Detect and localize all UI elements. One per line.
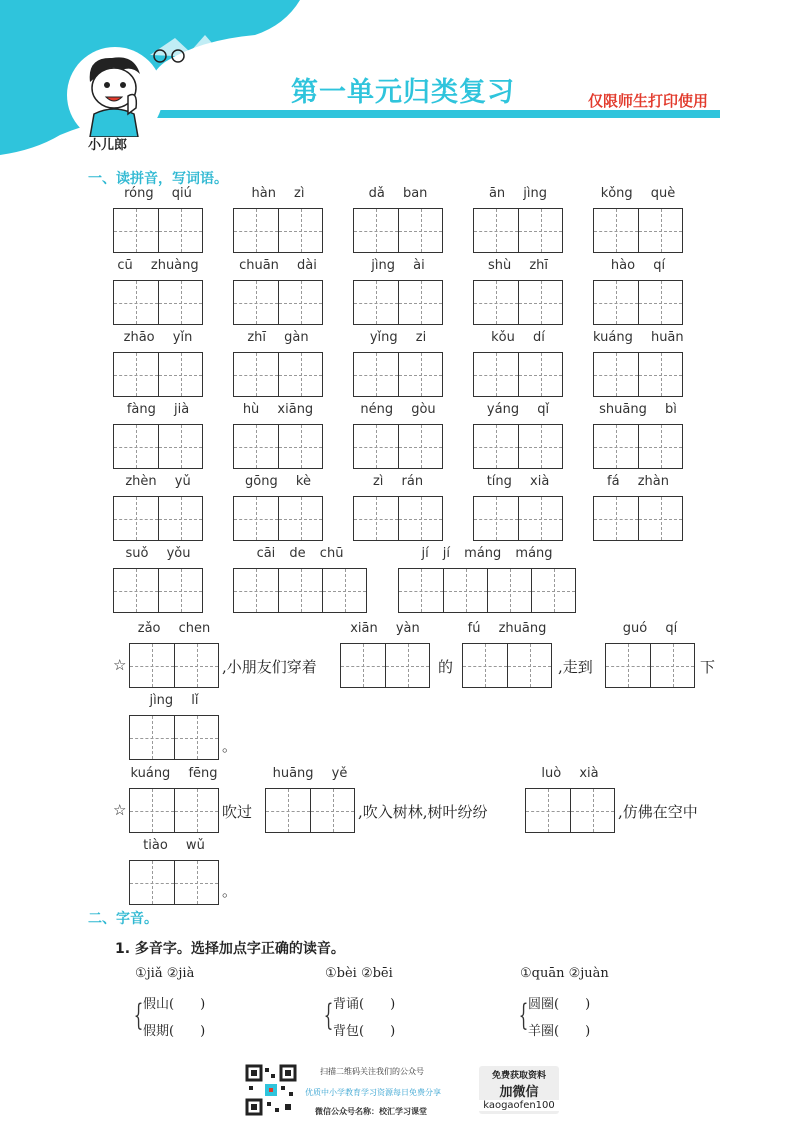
answer-grid[interactable] (473, 352, 563, 397)
answer-grid[interactable] (593, 280, 683, 325)
grid-cell[interactable] (518, 353, 562, 396)
pinyin-label: chuān dài (239, 258, 317, 273)
footer-line1: 扫描二维码关注我们的公众号 (320, 1067, 424, 1076)
grid-cell[interactable] (474, 353, 518, 396)
grid-cell[interactable] (278, 425, 322, 468)
grid-cell[interactable] (278, 209, 322, 252)
answer-grid[interactable] (353, 352, 443, 397)
wechat-ad[interactable] (479, 1066, 559, 1114)
grid-cell[interactable] (354, 281, 398, 324)
grid-cell[interactable] (354, 353, 398, 396)
answer-grid[interactable] (113, 496, 203, 541)
pinyin-label: cāi de chū (256, 546, 344, 561)
grid-cell[interactable] (322, 569, 366, 612)
answer-grid[interactable] (233, 568, 367, 613)
word-answer: 羊圈( ) (528, 1024, 591, 1039)
ad-main: 加微信 (499, 1085, 539, 1100)
boy-mascot-icon (72, 52, 162, 137)
polyphone-options: ①quān ②juàn (520, 966, 609, 981)
answer-grid[interactable] (113, 280, 203, 325)
answer-grid[interactable] (233, 352, 323, 397)
answer-grid[interactable] (233, 496, 323, 541)
grid-cell[interactable] (158, 281, 202, 324)
answer-grid[interactable] (233, 208, 323, 253)
grid-cell[interactable] (594, 353, 638, 396)
answer-grid[interactable] (525, 788, 615, 833)
pinyin-label: cū zhuàng (117, 258, 199, 273)
grid-cell[interactable] (354, 425, 398, 468)
pinyin-label: fá zhàn (607, 474, 669, 489)
grid-cell[interactable] (474, 425, 518, 468)
polyphone-options: ①bèi ②bēi (325, 966, 393, 981)
grid-cell[interactable] (638, 497, 682, 540)
answer-grid[interactable] (473, 496, 563, 541)
footer-line2: 优质中小学教育学习资源每日免费分享 (305, 1088, 441, 1097)
restriction-note: 仅限师生打印使用 (588, 92, 709, 110)
grid-cell[interactable] (114, 569, 158, 612)
grid-cell[interactable] (398, 425, 442, 468)
qr-code-icon (245, 1064, 297, 1116)
pinyin-label: róng qiú (124, 186, 192, 201)
word-answer: 圆圈( ) (528, 997, 591, 1012)
grid-cell[interactable] (518, 497, 562, 540)
grid-cell[interactable] (354, 209, 398, 252)
answer-grid[interactable] (593, 496, 683, 541)
grid-cell[interactable] (398, 209, 442, 252)
grid-cell[interactable] (463, 644, 507, 687)
answer-grid[interactable] (353, 496, 443, 541)
pinyin-label: hào qí (610, 258, 666, 273)
grid-cell[interactable] (474, 281, 518, 324)
section1-title: 一、读拼音，写词语。 (88, 171, 228, 187)
grid-cell[interactable] (650, 644, 694, 687)
pinyin-label: yáng qǐ (486, 402, 550, 417)
footer-line3: 微信公众号名称：校汇学习课堂 (315, 1107, 427, 1116)
pinyin-label: jìng ài (371, 258, 425, 273)
grid-cell[interactable] (385, 644, 429, 687)
grid-cell[interactable] (399, 569, 443, 612)
grid-cell[interactable] (114, 425, 158, 468)
grid-cell[interactable] (266, 789, 310, 832)
answer-grid[interactable] (113, 424, 203, 469)
answer-grid[interactable] (593, 424, 683, 469)
grid-cell[interactable] (158, 425, 202, 468)
grid-cell[interactable] (130, 716, 174, 759)
grid-cell[interactable] (158, 209, 202, 252)
pinyin-label: fàng jià (126, 402, 190, 417)
grid-cell[interactable] (174, 789, 218, 832)
answer-grid[interactable] (605, 643, 695, 688)
page-title: 第一单元归类复习 (291, 77, 515, 108)
grid-cell[interactable] (130, 789, 174, 832)
sentence-text: ,走到 (558, 658, 593, 676)
grid-cell[interactable] (114, 497, 158, 540)
grid-cell[interactable] (278, 281, 322, 324)
word-answer: 假山( ) (143, 997, 206, 1012)
section2-title: 二、字音。 (88, 911, 158, 927)
answer-grid[interactable] (462, 643, 552, 688)
sentence-text: ,仿佛在空中 (618, 803, 698, 821)
answer-grid[interactable] (129, 860, 219, 905)
question-1: 1. 多音字。选择加点字正确的读音。 (115, 941, 345, 957)
grid-cell[interactable] (398, 353, 442, 396)
pinyin-label: zhāo yǐn (123, 330, 193, 345)
answer-grid[interactable] (113, 352, 203, 397)
answer-grid[interactable] (353, 280, 443, 325)
pinyin-label: zhī gàn (247, 330, 309, 345)
grid-cell[interactable] (278, 569, 322, 612)
word-answer: 背诵( ) (333, 997, 396, 1012)
grid-cell[interactable] (354, 497, 398, 540)
pinyin-label: dǎ ban (368, 186, 428, 201)
pinyin-label: luò xià (541, 766, 599, 781)
pinyin-label: kǒu dí (491, 330, 545, 345)
pinyin-label: hù xiāng (242, 402, 314, 417)
grid-cell[interactable] (638, 281, 682, 324)
grid-cell[interactable] (234, 281, 278, 324)
pinyin-label: xiān yàn (350, 621, 420, 636)
grid-cell[interactable] (570, 789, 614, 832)
answer-grid[interactable] (265, 788, 355, 833)
grid-cell[interactable] (638, 353, 682, 396)
pinyin-label: jìng lǐ (149, 693, 199, 708)
ad-id: kaogaofen100 (479, 1100, 559, 1111)
answer-grid[interactable] (473, 208, 563, 253)
grid-cell[interactable] (606, 644, 650, 687)
answer-grid[interactable] (340, 643, 430, 688)
grid-cell[interactable] (526, 789, 570, 832)
sentence-text: 。 (222, 737, 238, 755)
grid-cell[interactable] (398, 497, 442, 540)
grid-cell[interactable] (398, 281, 442, 324)
pinyin-label: tiào wǔ (143, 838, 205, 853)
answer-grid[interactable] (129, 715, 219, 760)
grid-cell[interactable] (531, 569, 575, 612)
pinyin-label: suǒ yǒu (125, 546, 191, 561)
grid-cell[interactable] (158, 353, 202, 396)
grid-cell[interactable] (474, 497, 518, 540)
grid-cell[interactable] (234, 425, 278, 468)
grid-cell[interactable] (474, 209, 518, 252)
grid-cell[interactable] (158, 569, 202, 612)
answer-grid[interactable] (398, 568, 576, 613)
sentence-text: 。 (222, 882, 238, 900)
word-answer: 假期( ) (143, 1024, 206, 1039)
answer-grid[interactable] (353, 424, 443, 469)
grid-cell[interactable] (487, 569, 531, 612)
grid-cell[interactable] (518, 425, 562, 468)
brace-icon: { (133, 998, 144, 1033)
pinyin-label: huāng yě (272, 766, 348, 781)
grid-cell[interactable] (114, 353, 158, 396)
pinyin-label: shuāng bì (599, 402, 677, 417)
grid-cell[interactable] (594, 497, 638, 540)
grid-cell[interactable] (130, 861, 174, 904)
sentence-text: ,吹入树林,树叶纷纷 (358, 803, 488, 821)
pinyin-label: kuáng huān (593, 330, 684, 345)
grid-cell[interactable] (341, 644, 385, 687)
pinyin-label: zì rán (372, 474, 424, 489)
pinyin-label: gōng kè (245, 474, 311, 489)
answer-grid[interactable] (113, 568, 203, 613)
pinyin-label: kuáng fēng (130, 766, 218, 781)
grid-cell[interactable] (130, 644, 174, 687)
answer-grid[interactable] (233, 280, 323, 325)
pinyin-label: tíng xià (486, 474, 550, 489)
grid-cell[interactable] (278, 497, 322, 540)
grid-cell[interactable] (518, 281, 562, 324)
pinyin-label: néng gòu (360, 402, 436, 417)
answer-grid[interactable] (129, 643, 219, 688)
brace-icon: { (518, 998, 529, 1033)
word-answer: 背包( ) (333, 1024, 396, 1039)
grid-cell[interactable] (594, 281, 638, 324)
grid-cell[interactable] (507, 644, 551, 687)
grid-cell[interactable] (114, 281, 158, 324)
pinyin-label: kǒng què (600, 186, 676, 201)
grid-cell[interactable] (174, 644, 218, 687)
grid-cell[interactable] (158, 497, 202, 540)
grid-cell[interactable] (638, 209, 682, 252)
answer-grid[interactable] (113, 208, 203, 253)
pinyin-label: yǐng zi (369, 330, 427, 345)
pinyin-label: jí jí máng máng (421, 546, 553, 561)
grid-cell[interactable] (278, 353, 322, 396)
pinyin-label: hàn zì (251, 186, 305, 201)
grid-cell[interactable] (518, 209, 562, 252)
pinyin-label: zhèn yǔ (125, 474, 191, 489)
grid-cell[interactable] (594, 209, 638, 252)
pinyin-label: zǎo chen (137, 621, 211, 636)
grid-cell[interactable] (234, 353, 278, 396)
answer-grid[interactable] (129, 788, 219, 833)
sentence-text: 吹过 (222, 803, 253, 821)
answer-grid[interactable] (593, 352, 683, 397)
pinyin-label: shù zhī (487, 258, 549, 273)
grid-cell[interactable] (174, 861, 218, 904)
ad-title: 免费获取资料 (491, 1071, 546, 1081)
pinyin-label: guó qí (622, 621, 678, 636)
brace-icon: { (323, 998, 334, 1033)
grid-cell[interactable] (174, 716, 218, 759)
brand-label: 小儿郎 (88, 138, 128, 153)
answer-grid[interactable] (473, 424, 563, 469)
grid-cell[interactable] (594, 425, 638, 468)
answer-grid[interactable] (473, 280, 563, 325)
grid-cell[interactable] (234, 209, 278, 252)
sentence-text: 下 (700, 658, 716, 676)
answer-grid[interactable] (233, 424, 323, 469)
grid-cell[interactable] (114, 209, 158, 252)
grid-cell[interactable] (443, 569, 487, 612)
pinyin-label: ān jìng (488, 186, 548, 201)
answer-grid[interactable] (353, 208, 443, 253)
polyphone-options: ①jiǎ ②jià (135, 966, 195, 981)
grid-cell[interactable] (310, 789, 354, 832)
answer-grid[interactable] (593, 208, 683, 253)
grid-cell[interactable] (234, 569, 278, 612)
sentence-text: 的 (438, 658, 454, 676)
star-icon: ☆ (113, 656, 127, 674)
star-icon: ☆ (113, 801, 127, 819)
pinyin-label: fú zhuāng (467, 621, 547, 636)
grid-cell[interactable] (638, 425, 682, 468)
grid-cell[interactable] (234, 497, 278, 540)
sentence-text: ,小朋友们穿着 (222, 658, 317, 676)
